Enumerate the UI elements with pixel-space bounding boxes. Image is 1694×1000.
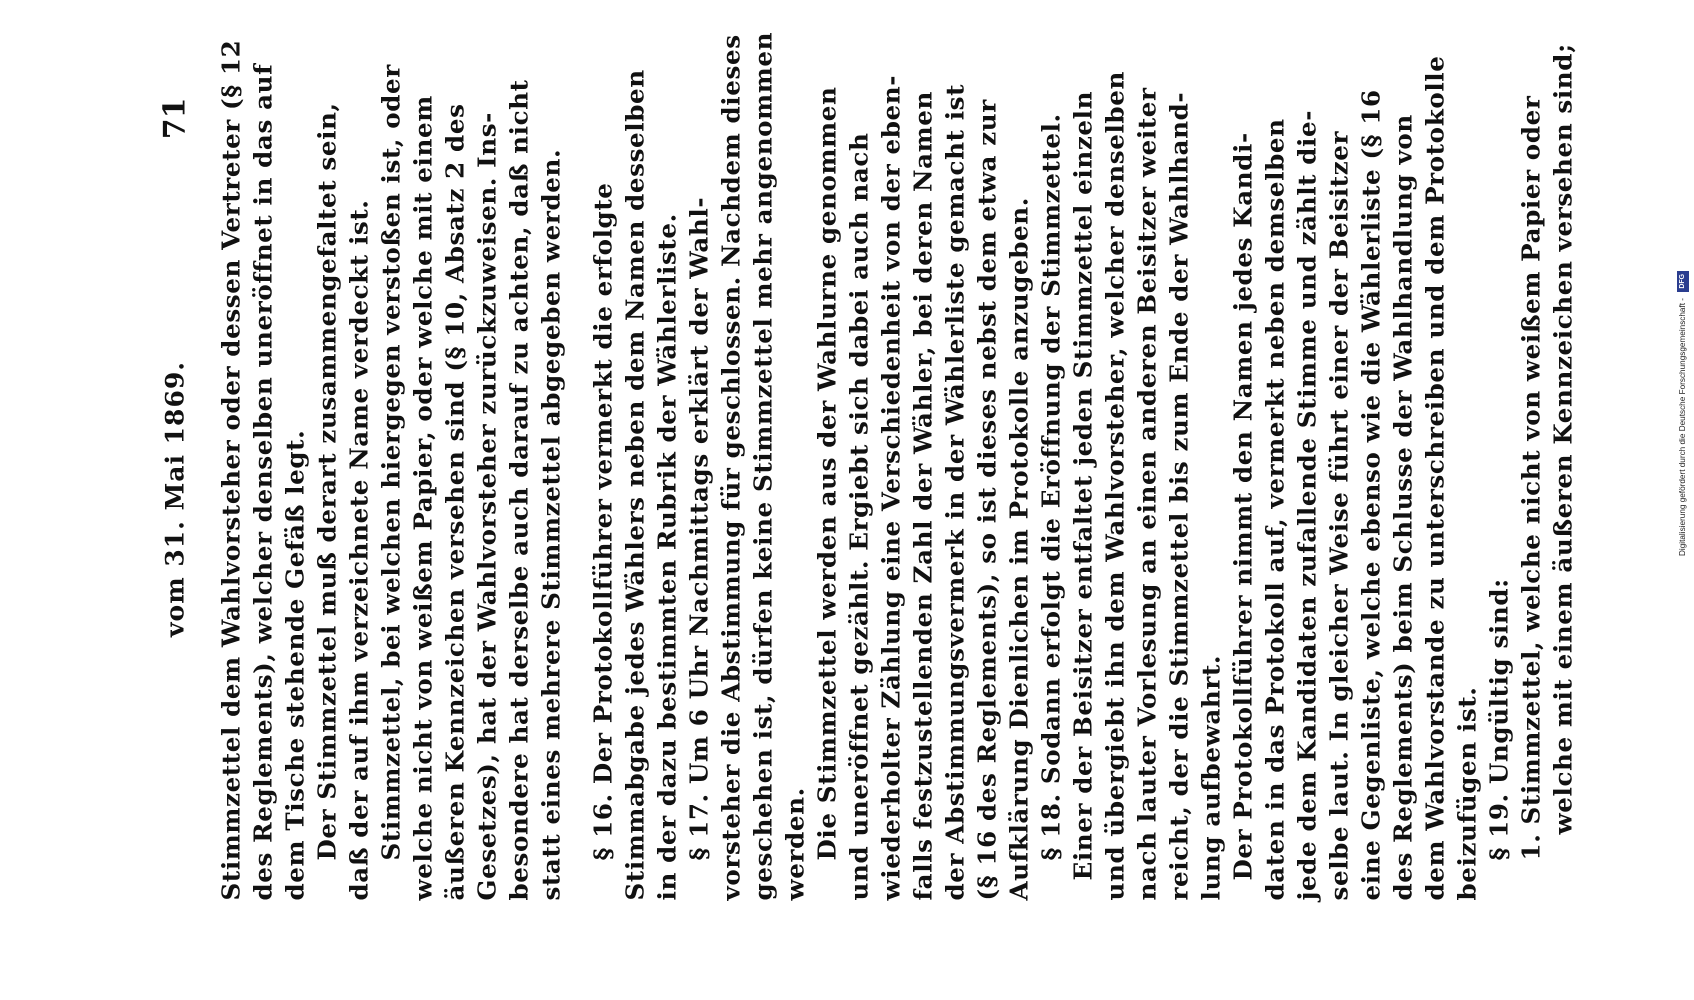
text-line: Der Stimmzettel muß derart zusammengefaltet sein, (312, 102, 342, 861)
text-line: daß der auf ihm verzeichnete Name verdeckt ist. (344, 199, 374, 901)
text-line: § 18. Sodann erfolgt die Eröffnung der Stimmzettel. (1036, 113, 1066, 861)
text-line: § 16. Der Protokollführer vermerkt die erfolgte (588, 182, 618, 861)
text-line: und übergiebt ihn dem Wahlvorsteher, welcher denselben (1100, 71, 1130, 901)
text-line: besondere hat derselbe auch darauf zu achten, daß nicht (504, 79, 534, 901)
text-line: Stimmzettel, bei welchen hiergegen verstoßen ist, oder (376, 64, 406, 861)
body-text (216, 31, 1580, 901)
text-line: Stimmabgabe jedes Wählers neben dem Namen desselben (620, 69, 650, 901)
text-line: selbe laut. In gleicher Weise führt einer der Beisitzer (1324, 130, 1354, 901)
text-line: welche mit einem äußeren Kennzeichen versehen sind; (1548, 43, 1578, 835)
dfg-logo: DFG (1677, 271, 1689, 292)
text-line: wiederholter Zählung eine Verschiedenheit von der eben- (876, 74, 906, 901)
text-line: des Reglements), welcher denselben uneröffnet in das auf (248, 63, 278, 901)
text-line: § 19. Ungültig sind: (1484, 578, 1514, 861)
text-line: falls festzustellenden Zahl der Wähler, bei deren Namen (908, 91, 938, 901)
text-line: Gesetzes), hat der Wahlvorsteher zurückzuweisen. Ins- (472, 112, 502, 901)
text-line: Die Stimmzettel werden aus der Wahlurne genommen (812, 86, 842, 861)
text-line: geschehen ist, dürfen keine Stimmzettel mehr angenommen (748, 31, 778, 901)
running-head (156, 98, 196, 901)
text-line: (§ 16 des Reglements), so ist dieses nebst dem etwa zur (972, 99, 1002, 901)
rotated-document-page (134, 31, 1578, 943)
credit-text: Digitalisierung gefördert durch die Deutsche Forschungsgemeinschaft - (1678, 297, 1687, 556)
text-line: der Abstimmungsvermerk in der Wählerliste gemacht ist (940, 83, 970, 901)
page-number: 71 (157, 97, 193, 140)
running-title: vom 31. Mai 1869. (160, 361, 190, 637)
text-line: Der Protokollführer nimmt den Namen jedes Kandi- (1228, 132, 1258, 881)
text-line: Aufklärung Dienlichen im Protokolle anzugeben. (1004, 197, 1034, 901)
text-line: in der dazu bestimmten Rubrik der Wählerliste. (652, 213, 682, 901)
text-line: nach lauter Vorlesung an einen anderen Beisitzer weiter (1132, 87, 1162, 901)
text-line: beizufügen ist. (1452, 686, 1482, 901)
text-line: äußeren Kennzeichen versehen sind (§ 10, Absatz 2 des (440, 103, 470, 901)
digitization-credit (1672, 196, 1694, 556)
text-line: lung aufbewahrt. (1196, 654, 1226, 901)
text-line: vorsteher die Abstimmung für geschlossen. Nachdem dieses (716, 34, 746, 901)
text-line: werden. (780, 787, 810, 901)
text-line: dem Wahlvorstande zu unterschreiben und dem Protokolle (1420, 55, 1450, 901)
text-line: Stimmzettel dem Wahlvorsteher oder dessen Vertreter (§ 12 (216, 39, 246, 901)
text-line: reicht, der die Stimmzettel bis zum Ende der Wahlhand- (1164, 91, 1194, 901)
text-line: statt eines mehrere Stimmzettel abgegeben werden. (536, 148, 566, 901)
text-line: daten in das Protokoll auf, vermerkt neben demselben (1260, 118, 1290, 901)
text-line: und uneröffnet gezählt. Ergiebt sich dabei auch nach (844, 132, 874, 901)
text-line: des Reglements) beim Schlusse der Wahlhandlung von (1388, 114, 1418, 901)
text-line: Einer der Beisitzer entfaltet jeden Stimmzettel einzeln (1068, 90, 1098, 881)
text-line: welche nicht von weißem Papier, oder welche mit einem (408, 95, 438, 901)
text-line: jede dem Kandidaten zufallende Stimme und zählt die- (1292, 109, 1322, 901)
text-line: § 17. Um 6 Uhr Nachmittags erklärt der Wahl- (684, 196, 714, 861)
text-line: eine Gegenliste, welche ebenso wie die Wählerliste (§ 16 (1356, 89, 1386, 901)
text-line: dem Tische stehende Gefäß legt. (280, 429, 310, 901)
text-line: 1. Stimmzettel, welche nicht von weißem Papier oder (1516, 95, 1546, 861)
